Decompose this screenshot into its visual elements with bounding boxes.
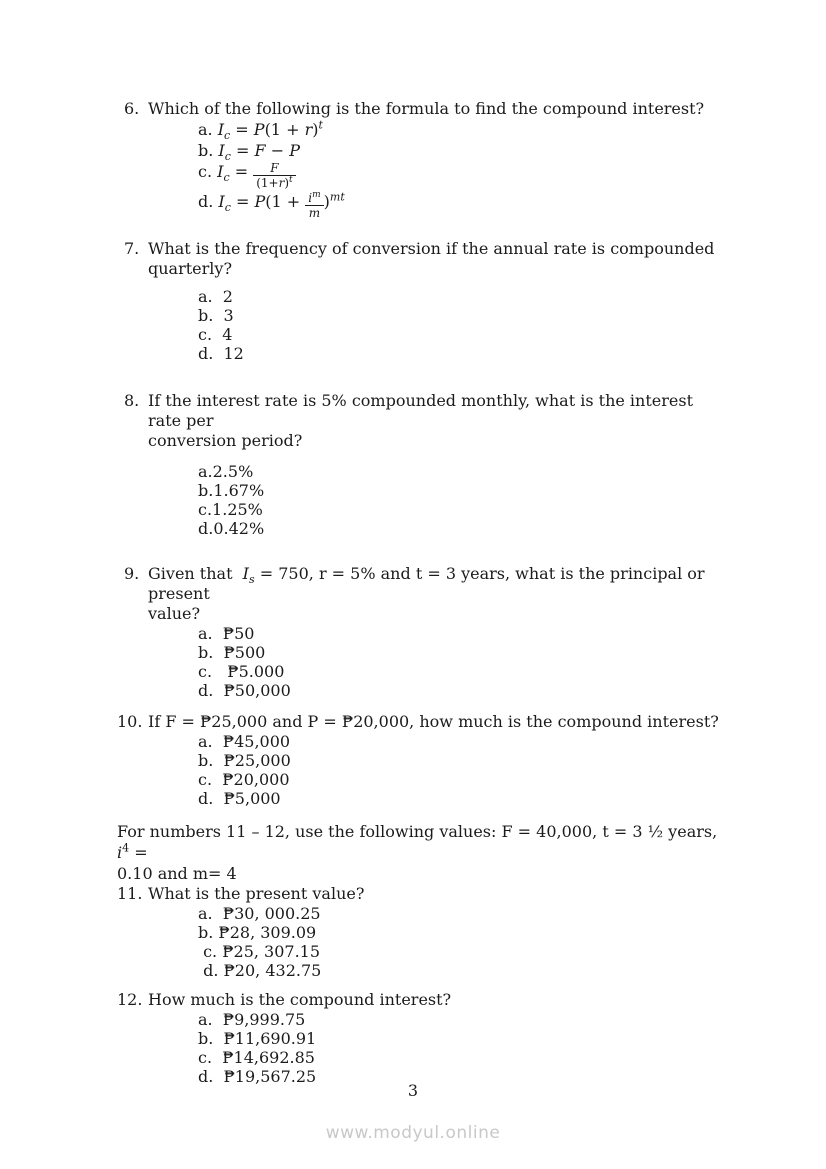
question-9-text: Given that $I_s = 750$, r = 5% and t = 3 years, what is the principal or present value? xyxy=(148,564,705,623)
option-c: c. ₱14,692.85 xyxy=(198,1048,315,1067)
question-8-text-line2: conversion period? xyxy=(148,431,303,450)
option-a-label: a. xyxy=(198,120,218,139)
option-b xyxy=(198,140,729,164)
question-8-number: 8. xyxy=(124,391,140,410)
option-d-label: d. xyxy=(198,192,219,211)
option-c: c. ₱20,000 xyxy=(198,770,290,789)
question-12-heading xyxy=(117,990,729,1010)
option-c xyxy=(198,161,729,191)
question-9-heading xyxy=(117,564,729,624)
option-b: b. ₱500 xyxy=(198,643,266,662)
question-10-text: If F = ₱25,000 and P = ₱20,000, how much is the compound interest? xyxy=(148,712,719,731)
question-7-text-line1: What is the frequency of conversion if the annual rate is compounded xyxy=(148,239,715,258)
option-b: b. ₱28, 309.09 xyxy=(198,923,317,942)
option-a-formula: $I_c = P(1 + r)^t$ xyxy=(217,118,323,143)
question-6 xyxy=(117,99,729,221)
option-b: b. ₱25,000 xyxy=(198,751,291,770)
option-c-formula: $I_c$ = $\frac{F}{(1+r)^t}$ xyxy=(217,162,296,181)
question-7 xyxy=(117,239,729,363)
option-c: c. ₱5.000 xyxy=(198,662,285,681)
option-c-label: c. xyxy=(198,162,218,181)
question-11-options xyxy=(198,904,729,980)
question-10-number: 10. xyxy=(117,712,143,731)
question-6-text: Which of the following is the formula to find the compound interest? xyxy=(148,99,705,118)
option-a: a. ₱50 xyxy=(198,624,255,643)
option-a: a. ₱30, 000.25 xyxy=(198,904,321,923)
question-9 xyxy=(117,564,729,700)
question-6-heading xyxy=(117,99,729,119)
option-d: d. ₱20, 432.75 xyxy=(198,961,322,980)
question-12 xyxy=(117,990,729,1086)
option-d xyxy=(198,191,729,221)
question-8 xyxy=(117,391,729,538)
question-12-options xyxy=(198,1010,729,1086)
option-d: d. ₱19,567.25 xyxy=(198,1067,317,1086)
question-10-heading xyxy=(117,712,729,732)
option-a xyxy=(198,118,729,143)
option-a: a. 2 xyxy=(198,287,233,306)
option-d: d.0.42% xyxy=(198,519,265,538)
option-b: b. 3 xyxy=(198,306,234,325)
question-7-heading xyxy=(117,239,729,279)
instruction-note: For numbers 11 – 12, use the following values: F = 40,000, t = 3 ½ years, $i^4$ = 0.10 and m= 4 xyxy=(117,822,718,883)
option-b-label: b. xyxy=(198,141,219,160)
option-b: b. ₱11,690.91 xyxy=(198,1029,317,1048)
question-12-number: 12. xyxy=(117,990,143,1009)
option-c: c. 4 xyxy=(198,325,233,344)
option-a: a. ₱45,000 xyxy=(198,732,291,751)
question-11-text: What is the present value? xyxy=(148,884,365,903)
watermark-text: www.modyul.online xyxy=(325,1123,501,1143)
option-a: a.2.5% xyxy=(198,462,254,481)
question-9-options xyxy=(198,624,729,700)
page-content xyxy=(117,99,729,1086)
question-11-number: 11. xyxy=(117,884,143,903)
option-d: d. 12 xyxy=(198,344,244,363)
question-11-heading xyxy=(117,884,729,904)
option-b: b.1.67% xyxy=(198,481,265,500)
question-8-heading xyxy=(117,391,729,451)
question-7-text-line2: quarterly? xyxy=(148,259,233,278)
question-9-number: 9. xyxy=(124,564,140,583)
question-6-number: 6. xyxy=(124,99,140,118)
question-6-options xyxy=(198,119,729,221)
option-d: d. ₱5,000 xyxy=(198,789,281,808)
question-7-options xyxy=(198,287,729,363)
question-10-options xyxy=(198,732,729,808)
question-8-options xyxy=(198,462,729,538)
question-7-number: 7. xyxy=(124,239,140,258)
page-number: 3 xyxy=(407,1081,419,1100)
option-c: c.1.25% xyxy=(198,500,263,519)
option-a: a. ₱9,999.75 xyxy=(198,1010,306,1029)
option-b-formula: $I_c = F - P$ xyxy=(218,141,300,164)
option-c: c. ₱25, 307.15 xyxy=(198,942,321,961)
question-12-text: How much is the compound interest? xyxy=(148,990,452,1009)
question-11 xyxy=(117,884,729,980)
option-d: d. ₱50,000 xyxy=(198,681,291,700)
question-10 xyxy=(117,712,729,808)
option-d-formula: $I_c = P(1$ + $\frac{i^m}{m}$ )$^{mt}$ xyxy=(218,190,345,220)
question-8-text-line1: If the interest rate is 5% compounded monthly, what is the interest rate per xyxy=(148,391,694,430)
